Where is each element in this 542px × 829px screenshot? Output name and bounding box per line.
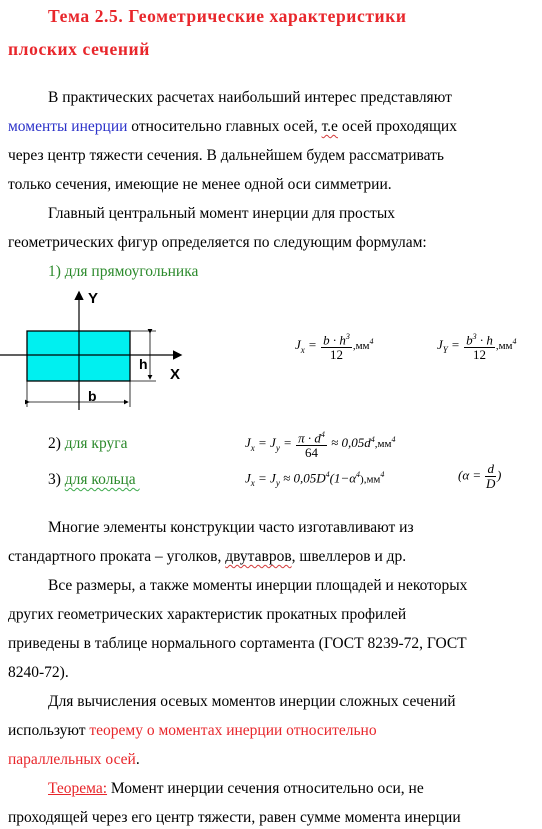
para3-line1: Многие элементы конструкции часто изготавливают из bbox=[48, 519, 414, 536]
link-parallel-axes-theorem[interactable]: теорему о моментах инерции относительно bbox=[89, 722, 377, 739]
spell-dvutavrov: двутавров bbox=[225, 548, 292, 565]
page-title-line1: Тема 2.5. Геометрические характеристики bbox=[48, 6, 407, 26]
link-parallel-axes-theorem-cont[interactable]: параллельных осей bbox=[8, 751, 136, 768]
para5-line1: Для вычисления осевых моментов инерции сложных сечений bbox=[48, 693, 456, 710]
axis-y-label: Y bbox=[88, 290, 99, 307]
para6-line2: проходящей через его центр тяжести, равен сумме момента инерции bbox=[8, 809, 461, 826]
axis-x-label: X bbox=[170, 366, 181, 383]
link-moments-of-inertia[interactable]: моменты инерции bbox=[8, 118, 128, 135]
formula-rect-jy: $J_Y$ = $\frac{b^3 \cdot h}{12}$ $,мм^4$ bbox=[437, 332, 517, 363]
para1-line2: моменты инерции относительно главных осей, т.е осей проходящих bbox=[8, 118, 457, 135]
para4-line2: других геометрических характеристик прокатных профилей bbox=[8, 606, 407, 623]
formula-ring: $J_x = J_y \approx 0,05D^4(1-\alpha^4),мм^4$ bbox=[245, 470, 385, 488]
para5-line3: параллельных осей. bbox=[8, 751, 140, 768]
spell-te: т.е bbox=[321, 118, 338, 135]
para2-line2: геометрических фигур определяется по следующим формулам: bbox=[8, 234, 427, 251]
para5-line2: используют теорему о моментах инерции относительно bbox=[8, 722, 377, 739]
para1-line4: только сечения, имеющие не менее одной оси симметрии. bbox=[8, 176, 392, 193]
para2-line1: Главный центральный момент инерции для простых bbox=[48, 205, 395, 222]
item3-heading: 3) для кольца bbox=[48, 471, 136, 488]
page-title-line2: плоских сечений bbox=[8, 39, 150, 59]
dim-h-label: h bbox=[139, 356, 148, 372]
para1-line3: через центр тяжести сечения. В дальнейшем будем рассматривать bbox=[8, 147, 444, 164]
formula-alpha: (α = $\frac{d}{D}$ ) bbox=[458, 461, 502, 491]
item1-heading: 1) для прямоугольника bbox=[48, 263, 199, 280]
dim-b-label: b bbox=[88, 388, 97, 404]
theorem-label[interactable]: Теорема: bbox=[48, 780, 108, 797]
para3-line2: стандартного проката – уголков, двутавров, швеллеров и др. bbox=[8, 548, 407, 565]
item2-heading: 2) для круга bbox=[48, 435, 128, 452]
formula-rect-jx: $J_x$ = $\frac{b \cdot h^3}{12}$ $,мм^4$ bbox=[295, 332, 374, 363]
para6-line1: Теорема: Момент инерции сечения относительно оси, не bbox=[48, 780, 424, 797]
para1-line1: В практических расчетах наибольший интерес представляют bbox=[48, 89, 452, 106]
para4-line4: 8240-72). bbox=[8, 664, 69, 681]
rectangle-section-figure bbox=[0, 285, 200, 410]
para4-line3: приведены в таблице нормального сортамента (ГОСТ 8239-72, ГОСТ bbox=[8, 635, 467, 652]
para4-line1: Все размеры, а также моменты инерции площадей и некоторых bbox=[48, 577, 468, 594]
formula-circle: $J_x = J_y$ = $\frac{\pi \cdot d^4}{64}$ ≈ $0,05d^4,мм^4$ bbox=[245, 430, 396, 461]
